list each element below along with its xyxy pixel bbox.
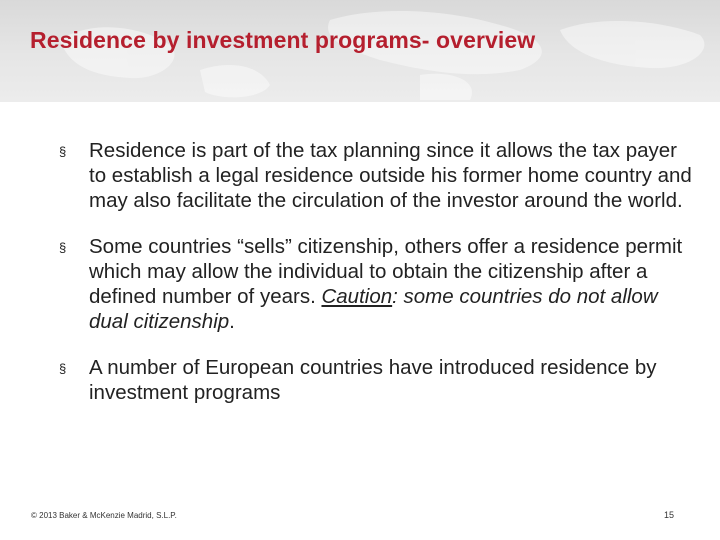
caution-label: Caution <box>321 285 393 308</box>
bullet-marker: § <box>59 240 67 255</box>
page-number: 15 <box>664 510 675 520</box>
bullet-marker: § <box>59 361 67 376</box>
bullet-item-citizenship <box>59 234 699 334</box>
bullet-marker: § <box>59 144 67 159</box>
bullet-item-residence <box>59 138 699 213</box>
bullet-list <box>59 138 699 426</box>
bullet-text: A number of European countries have introduced residence by investment programs <box>89 356 657 404</box>
header-banner <box>0 0 720 102</box>
bullet-text: Residence is part of the tax planning since it allows the tax payer to establish a legal residence outside his former home country and may also facilitate the circulation of the investor around the world. <box>89 139 692 212</box>
copyright-notice: © 2013 Baker & McKenzie Madrid, S.L.P. <box>31 511 177 520</box>
bullet-item-european-programs <box>59 355 699 405</box>
bullet-text-end: . <box>229 310 235 333</box>
caution-text: : some countries do not allow dual citizenship <box>89 285 658 333</box>
bullet-text: Some countries “sells” citizenship, others offer a residence permit which may allow the individual to obtain the citizenship after a defined number of years. <box>89 235 683 308</box>
page-title: Residence by investment programs- overview <box>30 27 536 53</box>
